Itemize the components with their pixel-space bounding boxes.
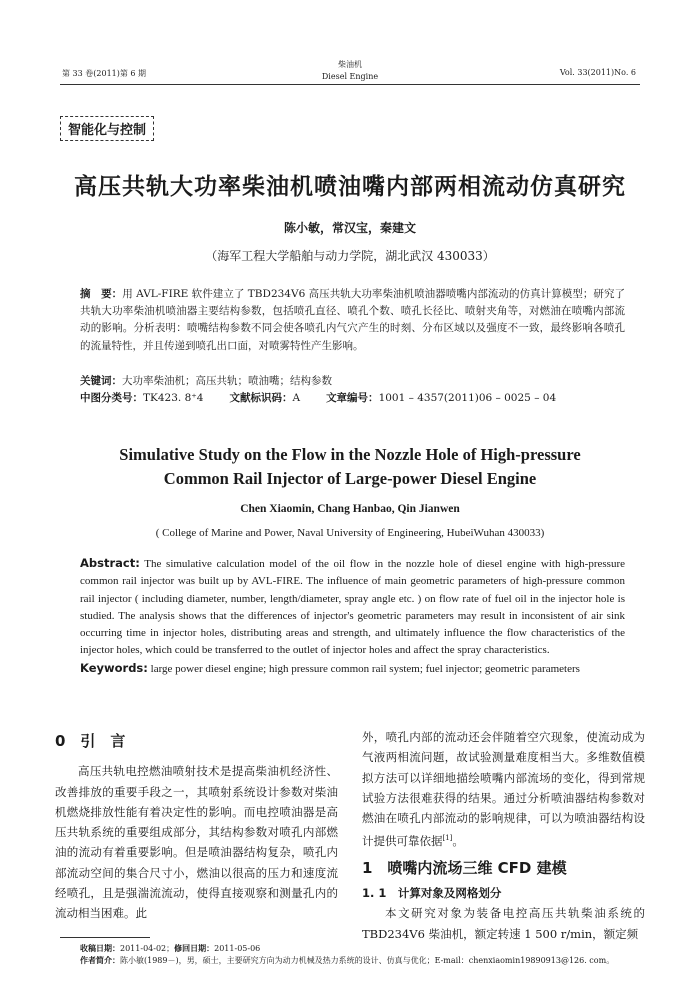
- author-label: 作者简介：: [80, 956, 120, 965]
- doc-value: A: [292, 392, 301, 404]
- section-1-1-paragraph: 本文研究对象为装备电控高压共轨柴油系统的 TBD234V6 柴油机，额定转速 1 500 r/min，额定频: [362, 906, 645, 941]
- authors-en: Chen Xiaomin, Chang Hanbao, Qin Jianwen: [240, 503, 460, 515]
- section-1-1-heading: 1. 1 计算对象及网格划分: [362, 885, 502, 900]
- clc-value: TK423. 8⁺4: [143, 392, 204, 404]
- affiliation-cn: （海军工程大学船舶与动力学院，湖北武汉 430033）: [205, 249, 495, 263]
- header-volume-en: Vol. 33(2011)No. 6: [559, 68, 636, 77]
- reference-1: [1]: [442, 834, 453, 843]
- title-en-line2: Common Rail Injector of Large-power Diesel Engine: [163, 469, 537, 488]
- keywords-block-cn: [80, 373, 556, 407]
- received-date: 2011-04-02；: [120, 944, 175, 953]
- clc-label: 中图分类号：: [80, 392, 143, 404]
- authors-cn: 陈小敏，常汉宝，秦建文: [283, 221, 416, 235]
- title-cn: 高压共轨大功率柴油机喷油嘴内部两相流动仿真研究: [74, 174, 626, 200]
- classification-line: [80, 390, 556, 407]
- section-0-end: 。: [452, 834, 464, 849]
- keywords-en-label: Keywords:: [80, 660, 148, 675]
- doc-label: 文献标识码：: [229, 392, 293, 404]
- keywords-cn-text: 大功率柴油机；高压共轨；喷油嘴；结构参数: [122, 375, 332, 387]
- abstract-cn: [80, 286, 625, 355]
- revised-label: 修回日期：: [174, 944, 215, 953]
- keywords-en-text: large power diesel engine; high pressure common rail system; fuel injector; geometric parameters: [147, 662, 580, 675]
- footnote-rule: [60, 937, 150, 938]
- abstract-cn-label: 摘 要：: [80, 288, 123, 300]
- section-tag: 智能化与控制: [60, 116, 154, 141]
- header-volume: 第 33 卷(2011)第 6 期: [62, 69, 147, 78]
- header-journal-en: Diesel Engine: [321, 72, 379, 81]
- right-column: [362, 727, 645, 944]
- left-column: [55, 731, 338, 924]
- abstract-cn-text: 用 AVL-FIRE 软件建立了 TBD234V6 高压共轨大功率柴油机喷油器喷嘴内部流动的仿真计算模型；研究了共轨大功率柴油机喷油器主要结构参数，包括喷孔直径、喷孔个数、喷孔长径比、喷射夹角等，对燃油在喷嘴内部流动的影响。分析表明：喷嘴结构参数不同会使各喷孔内气穴产生的时刻、分布区域以及强度不一致，最终影响各喷孔的流量特性，并且传递到喷孔出口面，对喷雾特性产生影响。: [80, 288, 626, 352]
- keywords-en: [80, 660, 625, 678]
- title-en-line1: Simulative Study on the Flow in the Nozzle Hole of High-pressure: [119, 445, 581, 464]
- abstract-en-label: Abstract:: [80, 556, 140, 570]
- revised-date: 2011-05-06: [214, 944, 261, 953]
- section-0-heading: 0 引 言: [55, 732, 126, 750]
- section-0-continued: [362, 727, 645, 852]
- footnote-author: [80, 955, 680, 966]
- footnote-dates: [80, 943, 260, 954]
- abstract-en: [80, 555, 625, 678]
- section-0-continued-text: 外，喷孔内部的流动还会伴随着空穴现象，使流动成为气液两相流问题，故试验测量难度相当大。多维数值模拟方法可以详细地描绘喷嘴内部流场的变化，得到常规试验方法很难获得的结果。通过分析喷油器结构参数对燃油在喷孔内部流动的影响规律，可以为喷油器结构设计提供可靠依据: [362, 730, 645, 849]
- received-label: 收稿日期：: [80, 944, 120, 953]
- abstract-en-text: The simulative calculation model of the oil flow in the nozzle hole of diesel engine with high-pressure common rail injector was built up by AVL-FIRE. The influence of main geometric parameters of high-pressure common rail injector ( including diameter, number, length/diameter, spray angle etc. ) on flow rate of fuel oil in the injector hole is studied. The analysis shows that the differences of injector's geometric parameters may result in inconsistent of air sink occurring time in injector holes, distributing areas and strength, and ultimately influence the flow characteristics of the injector holes, which could be transferred to the outlet of injector holes and affect the spray characteristics.: [80, 558, 625, 657]
- affiliation-en: ( College of Marine and Power, Naval University of Engineering, HubeiWuhan 430033): [155, 527, 545, 539]
- section-0-paragraph: 高压共轨电控燃油喷射技术是提高柴油机经济性、改善排放的重要手段之一，其喷射系统设计参数对柴油机燃烧排放性能有着决定性的影响。而电控喷油器是高压共轨系统的重要组成部分，其结构参数对喷孔内部燃油的流动有着重要影响。但是喷油器结构复杂，喷孔内部流动空间的集合尺寸小，燃油以很高的压力和速度流经喷孔，且是强湍流流动，使得直接观察和测量孔内的流动相当困难。此: [55, 764, 338, 921]
- section-1-heading: 1 喷嘴内流场三维 CFD 建模: [362, 858, 567, 877]
- title-en: [0, 443, 700, 491]
- article-value: 1001 – 4357(2011)06 – 0025 – 04: [378, 392, 557, 404]
- header-rule: [60, 84, 640, 85]
- article-label: 文章编号：: [326, 392, 379, 404]
- keywords-cn-label: 关键词：: [80, 375, 122, 387]
- author-info: 陈小敏(1989－)，男，硕士，主要研究方向为动力机械及热力系统的设计、仿真与优化；E-mail：chenxiaomin19890913@126. com。: [120, 956, 615, 965]
- keywords-cn: [80, 373, 556, 390]
- header-journal-cn: 柴油机: [338, 60, 362, 69]
